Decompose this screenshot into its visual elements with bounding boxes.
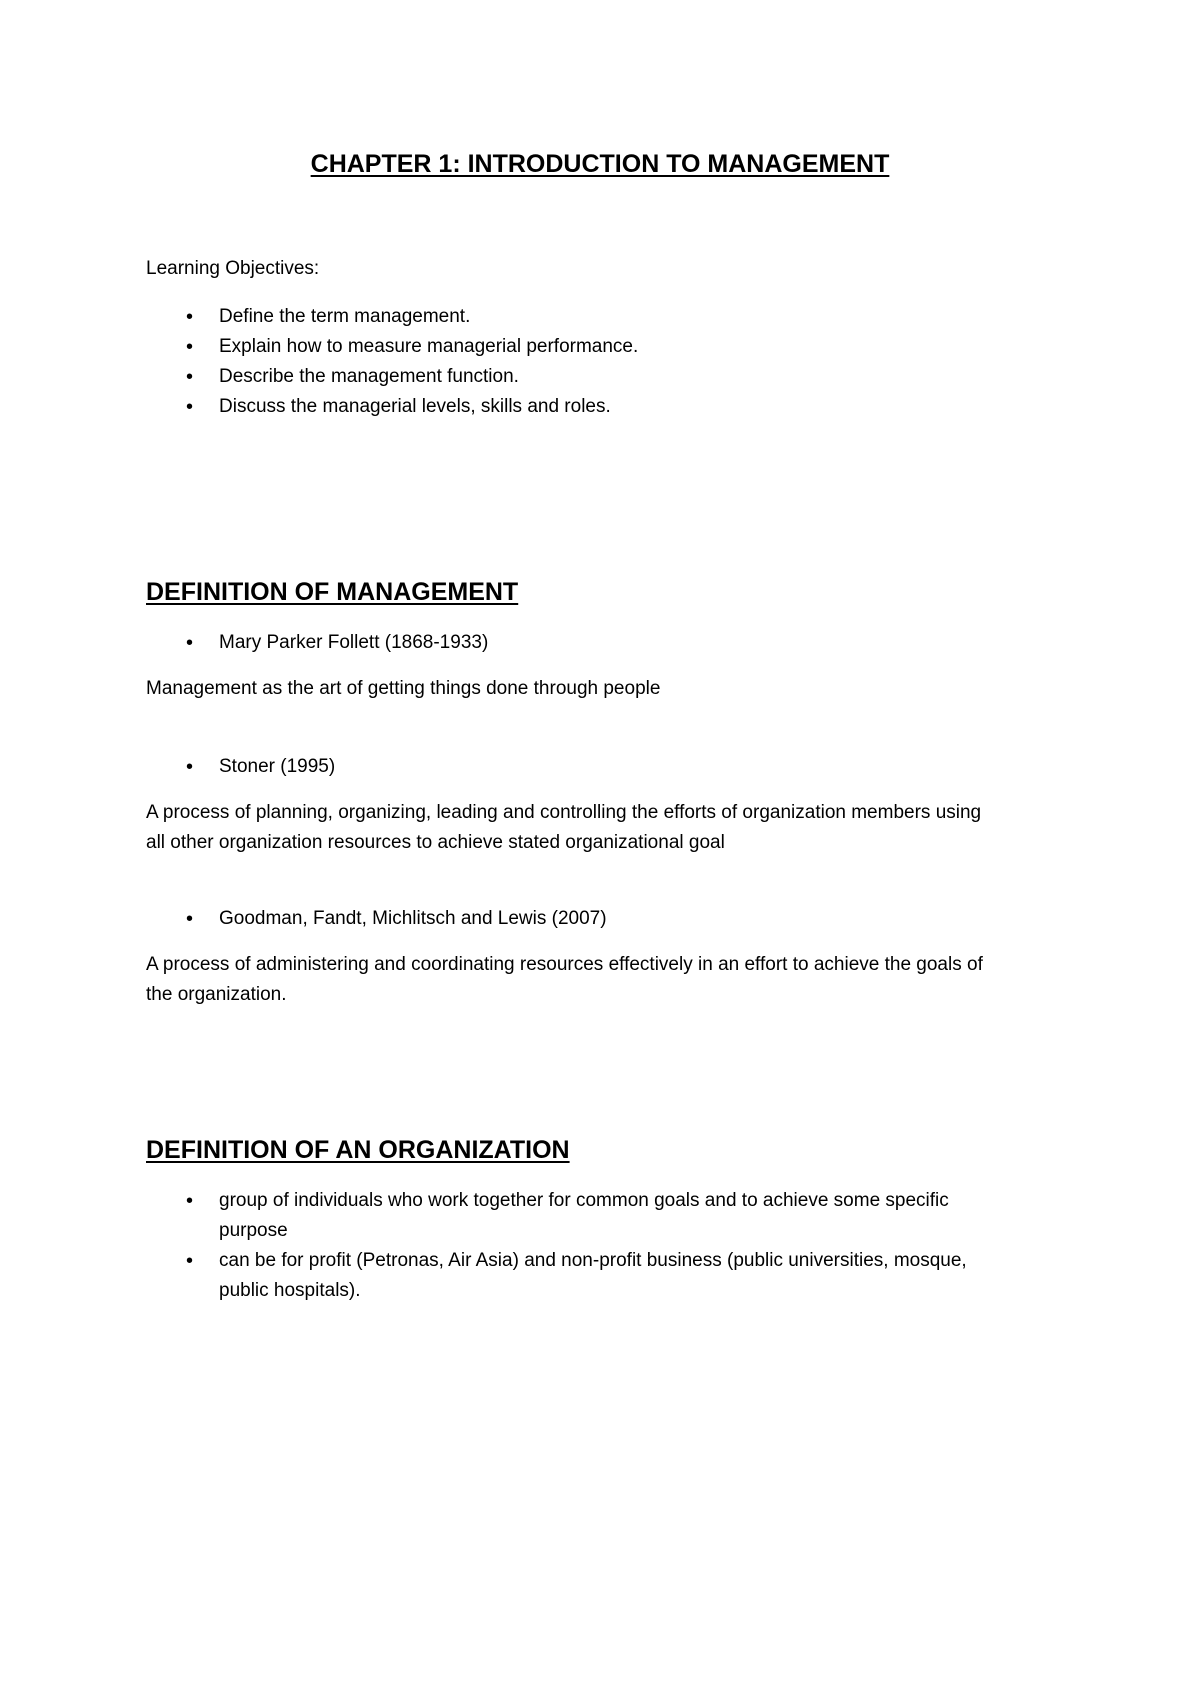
definition-text: A process of administering and coordinating resources effectively in an effort to achieve the goals of <box>146 954 983 975</box>
bullet-icon: • <box>186 908 194 930</box>
author-citation: Stoner (1995) <box>219 756 336 777</box>
bullet-icon: • <box>186 1190 194 1212</box>
bullet-icon: • <box>186 366 194 388</box>
definition-text: all other organization resources to achieve stated organizational goal <box>146 832 725 853</box>
list-item: group of individuals who work together for common goals and to achieve some specific <box>219 1190 949 1211</box>
bullet-icon: • <box>186 336 194 358</box>
list-item: public hospitals). <box>219 1280 361 1301</box>
list-item: purpose <box>219 1220 288 1241</box>
learning-objectives-label: Learning Objectives: <box>146 258 320 279</box>
bullet-icon: • <box>186 306 194 328</box>
chapter-title: CHAPTER 1: INTRODUCTION TO MANAGEMENT <box>310 150 890 178</box>
section-heading-organization: DEFINITION OF AN ORGANIZATION <box>146 1136 570 1164</box>
bullet-icon: • <box>186 632 194 654</box>
definition-text: Management as the art of getting things done through people <box>146 678 661 699</box>
bullet-icon: • <box>186 756 194 778</box>
section-heading-management: DEFINITION OF MANAGEMENT <box>146 578 519 606</box>
list-item: Discuss the managerial levels, skills and roles. <box>219 396 611 417</box>
bullet-icon: • <box>186 1250 194 1272</box>
author-citation: Goodman, Fandt, Michlitsch and Lewis (2007) <box>219 908 607 929</box>
bullet-icon: • <box>186 396 194 418</box>
list-item: can be for profit (Petronas, Air Asia) and non-profit business (public universities, mosque, <box>219 1250 967 1271</box>
list-item: Define the term management. <box>219 306 471 327</box>
list-item: Explain how to measure managerial performance. <box>219 336 639 357</box>
definition-text: the organization. <box>146 984 287 1005</box>
definition-text: A process of planning, organizing, leading and controlling the efforts of organization members using <box>146 802 982 823</box>
author-citation: Mary Parker Follett (1868-1933) <box>219 632 489 653</box>
list-item: Describe the management function. <box>219 366 519 387</box>
